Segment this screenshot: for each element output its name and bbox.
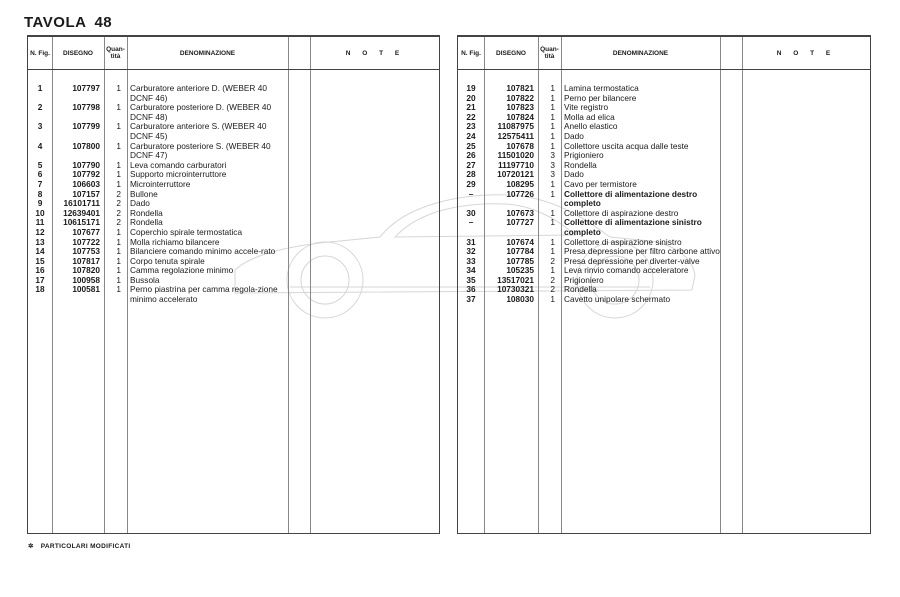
header-disegno: DISEGNO — [496, 49, 526, 57]
row-fig: 14 — [35, 246, 45, 257]
row-disegno: 108030 — [506, 294, 534, 305]
row-fig: 4 — [37, 140, 43, 151]
row-denominazione: Perno per bilancere — [564, 92, 637, 103]
row-fig: 20 — [466, 92, 476, 103]
row-quantita: 2 — [116, 198, 121, 209]
row-fig: 6 — [37, 169, 43, 180]
row-fig: 27 — [466, 159, 476, 170]
row-quantita: 1 — [116, 236, 121, 247]
row-quantita: 1 — [550, 188, 555, 199]
row-disegno: 107822 — [506, 92, 534, 103]
row-quantita: 1 — [550, 102, 555, 113]
row-fig: 19 — [466, 83, 476, 93]
row-quantita: 1 — [116, 246, 121, 257]
row-denominazione: Rondella — [130, 217, 163, 228]
row-disegno: 13517021 — [497, 274, 534, 285]
row-disegno: 107784 — [506, 246, 534, 257]
row-fig: 7 — [37, 178, 43, 189]
table-row — [28, 84, 439, 103]
row-denominazione: Rondella — [564, 159, 597, 170]
row-quantita: 1 — [116, 140, 121, 151]
row-disegno: 100958 — [72, 274, 100, 285]
row-quantita: 1 — [550, 265, 555, 276]
row-denominazione: Bullone — [130, 188, 158, 199]
row-quantita: 1 — [116, 226, 121, 237]
table-header — [458, 37, 870, 70]
header-denominazione: DENOMINAZIONE — [179, 49, 236, 57]
row-quantita: 1 — [550, 246, 555, 257]
row-disegno: 107677 — [72, 226, 100, 237]
row-denominazione: Presa depressione per filtro carbone attivo — [564, 246, 720, 257]
row-disegno: 107800 — [72, 140, 100, 151]
footnote-text: PARTICOLARI MODIFICATI — [40, 543, 131, 550]
row-disegno: 107157 — [72, 188, 100, 199]
row-quantita: 1 — [550, 140, 555, 151]
row-disegno: 12639401 — [63, 207, 100, 218]
row-denominazione: Microinterruttore — [130, 178, 191, 189]
row-quantita: 1 — [116, 83, 121, 93]
row-quantita: 1 — [550, 83, 555, 93]
row-denominazione: Corpo tenuta spirale — [130, 255, 205, 266]
row-fig: 2 — [37, 102, 43, 113]
header-note: N O T E — [776, 49, 836, 57]
row-disegno: 108295 — [506, 178, 534, 189]
row-denominazione: Lamina termostatica — [564, 83, 639, 93]
row-disegno: 107726 — [506, 188, 534, 199]
row-disegno: 107785 — [506, 255, 534, 266]
row-denominazione: Perno piastrina per camma regola-zione minimo accelerato — [130, 284, 278, 305]
row-quantita: 1 — [116, 102, 121, 113]
row-denominazione: Prigioniero — [564, 150, 604, 161]
row-quantita: 1 — [116, 255, 121, 266]
row-quantita: 1 — [550, 207, 555, 218]
row-denominazione: Bilanciere comando minimo accele-rato — [130, 246, 276, 257]
row-denominazione: Collettore di aspirazione sinistro — [564, 236, 682, 247]
row-fig: 28 — [466, 169, 476, 180]
header-denominazione: DENOMINAZIONE — [612, 49, 669, 57]
row-disegno: 107797 — [72, 83, 100, 93]
row-fig: 11 — [35, 217, 45, 228]
page-title — [24, 14, 112, 31]
header-quantita: Quan- tità — [540, 46, 559, 60]
row-disegno: 105235 — [506, 265, 534, 276]
row-fig: 31 — [466, 236, 476, 247]
row-denominazione: Collettore uscita acqua dalle teste — [564, 140, 689, 151]
row-denominazione: Carburatore posteriore S. (WEBER 40 DCNF 47) — [130, 140, 271, 161]
row-quantita: 2 — [116, 207, 121, 218]
row-fig: 5 — [37, 159, 43, 170]
row-fig: 32 — [466, 246, 476, 257]
row-fig: 23 — [466, 121, 476, 132]
row-quantita: 1 — [550, 111, 555, 122]
row-fig: 15 — [35, 255, 45, 266]
row-disegno: 10720121 — [497, 169, 534, 180]
row-quantita: 1 — [550, 130, 555, 141]
header-quantita: Quan- tità — [106, 46, 125, 60]
parts-table-right — [457, 35, 871, 534]
table-row — [458, 295, 870, 305]
row-disegno: 100581 — [72, 284, 100, 295]
row-fig: – — [468, 217, 474, 228]
row-disegno: 11501020 — [497, 150, 534, 161]
row-quantita: 1 — [550, 217, 555, 228]
row-denominazione: Presa depressione per diverter-valve — [564, 255, 700, 266]
table-header — [28, 37, 439, 70]
row-quantita: 3 — [550, 159, 555, 170]
parts-table-left — [27, 35, 440, 534]
row-denominazione: Prigioniero — [564, 274, 604, 285]
row-denominazione: Cavo per termistore — [564, 178, 637, 189]
title-word: TAVOLA — [24, 14, 87, 31]
row-denominazione: Coperchio spirale termostatica — [130, 226, 243, 237]
table-row — [28, 103, 439, 122]
row-denominazione: Dado — [564, 130, 584, 141]
row-fig: 35 — [466, 274, 476, 285]
row-disegno: 107799 — [72, 121, 100, 132]
row-fig: 26 — [466, 150, 476, 161]
row-quantita: 1 — [116, 284, 121, 295]
row-fig: – — [468, 188, 474, 199]
row-fig: 29 — [466, 178, 476, 189]
row-disegno: 107824 — [506, 111, 534, 122]
table-body — [28, 84, 439, 305]
row-fig: 21 — [466, 102, 476, 113]
row-fig: 25 — [466, 140, 476, 151]
row-denominazione: Carburatore anteriore S. (WEBER 40 DCNF 45) — [130, 121, 267, 141]
row-denominazione: Leva rinvio comando acceleratore — [564, 265, 689, 276]
row-disegno: 107753 — [72, 246, 100, 257]
row-denominazione: Camma regolazione minimo — [130, 265, 234, 276]
row-denominazione: Collettore di aspirazione destro — [564, 207, 679, 218]
row-denominazione: Carburatore anteriore D. (WEBER 40 DCNF 46) — [130, 83, 267, 103]
row-fig: 10 — [35, 207, 45, 218]
row-denominazione: Anello elastico — [564, 121, 618, 132]
table-row — [28, 122, 439, 141]
header-fig: N. Fig. — [461, 49, 481, 57]
row-fig: 17 — [35, 274, 45, 285]
row-disegno: 106603 — [72, 178, 100, 189]
row-fig: 1 — [37, 83, 43, 93]
header-note: N O T E — [345, 49, 405, 57]
star-icon: ✲ — [28, 543, 34, 550]
row-fig: 3 — [37, 121, 43, 132]
table-body — [458, 84, 870, 305]
row-disegno: 107722 — [72, 236, 100, 247]
row-disegno: 107821 — [506, 83, 534, 93]
row-denominazione: Molla ad elica — [564, 111, 615, 122]
row-disegno: 10730321 — [497, 284, 534, 295]
row-denominazione: Molla richiamo bilancere — [130, 236, 220, 247]
row-fig: 34 — [466, 265, 476, 276]
row-denominazione: Supporto microinterruttore — [130, 169, 227, 180]
row-fig: 16 — [35, 265, 45, 276]
title-number: 48 — [94, 14, 113, 31]
header-fig: N. Fig. — [30, 49, 50, 57]
row-quantita: 3 — [550, 169, 555, 180]
row-denominazione: Dado — [564, 169, 584, 180]
row-disegno: 107792 — [72, 169, 100, 180]
row-fig: 37 — [466, 294, 476, 305]
row-quantita: 2 — [116, 188, 121, 199]
row-denominazione: Bussola — [130, 274, 160, 285]
row-fig: 9 — [37, 198, 43, 209]
row-disegno: 12575411 — [497, 130, 534, 141]
row-fig: 33 — [466, 255, 476, 266]
row-disegno: 107678 — [506, 140, 534, 151]
row-fig: 12 — [35, 226, 45, 237]
row-denominazione: Dado — [130, 198, 150, 209]
header-disegno: DISEGNO — [63, 49, 93, 57]
row-quantita: 2 — [550, 274, 555, 285]
row-denominazione: Collettore di alimentazione destro completo — [564, 188, 698, 209]
row-disegno: 10615171 — [63, 217, 100, 228]
row-quantita: 2 — [550, 284, 555, 295]
row-disegno: 107798 — [72, 102, 100, 113]
row-disegno: 107817 — [72, 255, 100, 266]
row-disegno: 107673 — [506, 207, 534, 218]
row-disegno: 107823 — [506, 102, 534, 113]
row-disegno: 107674 — [506, 236, 534, 247]
table-row — [458, 218, 870, 237]
row-disegno: 107727 — [506, 217, 534, 228]
row-fig: 30 — [466, 207, 476, 218]
row-quantita: 1 — [116, 274, 121, 285]
row-denominazione: Leva comando carburatori — [130, 159, 227, 170]
table-row — [28, 285, 439, 304]
row-fig: 22 — [466, 111, 476, 122]
row-quantita: 1 — [116, 159, 121, 170]
row-quantita: 1 — [116, 121, 121, 132]
row-denominazione: Rondella — [130, 207, 163, 218]
row-denominazione: Collettore di alimentazione sinistro completo — [564, 217, 702, 237]
row-quantita: 1 — [550, 294, 555, 305]
row-fig: 18 — [35, 284, 45, 295]
row-denominazione: Carburatore posteriore D. (WEBER 40 DCNF 48) — [130, 102, 272, 122]
row-fig: 24 — [466, 130, 476, 141]
row-quantita: 2 — [550, 255, 555, 266]
row-disegno: 16101711 — [63, 198, 100, 209]
row-denominazione: Rondella — [564, 284, 597, 295]
row-quantita: 2 — [116, 217, 121, 228]
row-fig: 8 — [37, 188, 43, 199]
row-quantita: 1 — [116, 178, 121, 189]
row-disegno: 11197710 — [498, 159, 534, 170]
row-quantita: 1 — [550, 236, 555, 247]
row-quantita: 1 — [116, 265, 121, 276]
row-denominazione: Cavetto unipolare schermato — [564, 294, 671, 305]
row-fig: 36 — [466, 284, 476, 295]
row-disegno: 107820 — [72, 265, 100, 276]
row-quantita: 1 — [550, 92, 555, 103]
table-row — [28, 142, 439, 161]
row-fig: 13 — [35, 236, 45, 247]
row-quantita: 3 — [550, 150, 555, 161]
row-disegno: 11087975 — [497, 121, 534, 132]
row-quantita: 1 — [550, 178, 555, 189]
row-denominazione: Vite registro — [564, 102, 609, 113]
row-disegno: 107790 — [72, 159, 100, 170]
row-quantita: 1 — [116, 169, 121, 180]
footnote — [28, 542, 131, 550]
table-row — [458, 190, 870, 209]
row-quantita: 1 — [550, 121, 555, 132]
